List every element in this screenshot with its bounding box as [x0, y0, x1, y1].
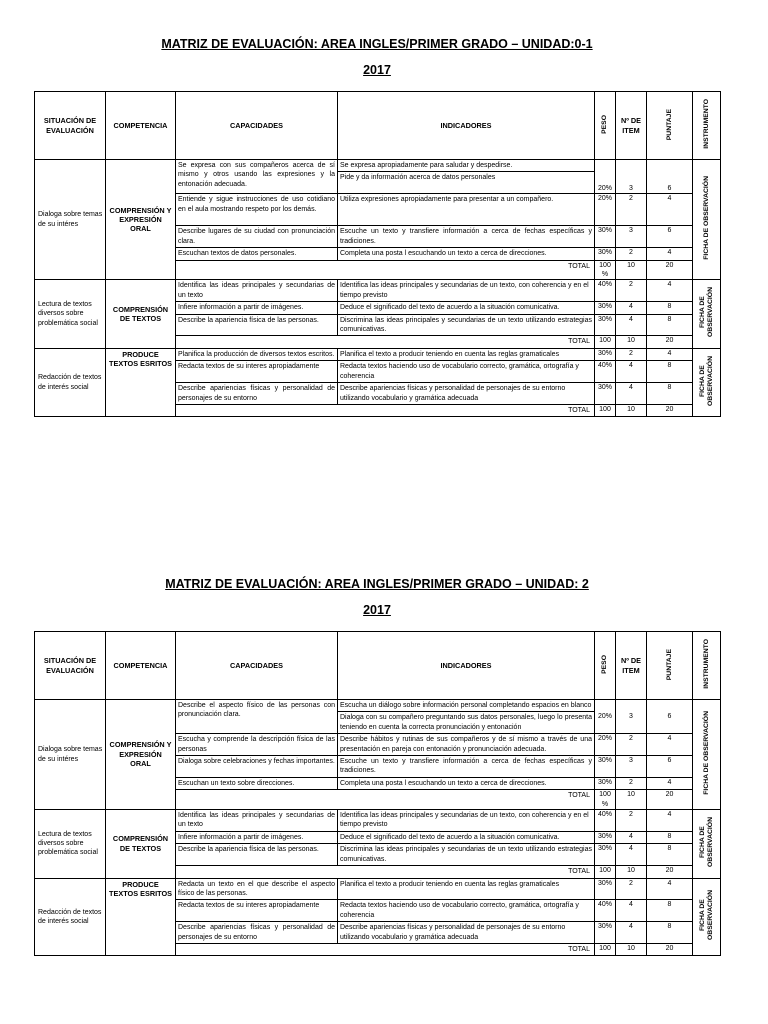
puntaje-cell: 8 [647, 361, 693, 383]
peso-cell: 40% [595, 361, 616, 383]
peso-cell: 30% [595, 226, 616, 248]
header-indicadores: INDICADORES [338, 92, 595, 160]
instrumento-cell: FICHA DE OBSERVACIÓN [693, 160, 721, 280]
header-instrumento: INSTRUMENTO [693, 632, 721, 700]
header-capacidades: CAPACIDADES [176, 92, 338, 160]
total-label: TOTAL [176, 260, 595, 280]
puntaje-cell: 4 [647, 734, 693, 756]
capacidad-cell: Describe la apariencia física de las personas. [176, 844, 338, 866]
puntaje-cell: 4 [647, 248, 693, 260]
competencia-cell: COMPRENSIÓN DE TEXTOS [106, 280, 176, 348]
peso-cell: 40% [595, 810, 616, 832]
item-cell: 2 [616, 878, 647, 900]
capacidad-cell: Describe apariencias físicas y personalidad de personajes de su entorno [176, 383, 338, 405]
matrix-year: 2017 [363, 63, 391, 77]
competencia-cell: COMPRENSIÓN Y EXPRESIÓN ORAL [106, 160, 176, 280]
indicador-cell: Dialoga con su compañero preguntando sus datos personales, luego lo presenta teniendo en cuenta la correcta pronunciación y entonación [338, 712, 595, 734]
indicador-cell: Identifica las ideas principales y secundarias de un texto, con coherencia y en el tiempo previsto [338, 810, 595, 832]
competencia-cell: PRODUCE TEXTOS ESRITOS [106, 348, 176, 416]
competencia-cell: COMPRENSIÓN Y EXPRESIÓN ORAL [106, 700, 176, 810]
total-item: 10 [616, 336, 647, 348]
situacion-cell: Dialoga sobre temas de su intéres [35, 160, 106, 280]
peso-cell: 30% [595, 248, 616, 260]
item-cell: 3 [616, 700, 647, 734]
item-cell: 4 [616, 361, 647, 383]
item-cell: 2 [616, 810, 647, 832]
puntaje-cell: 8 [647, 922, 693, 944]
item-cell: 3 [616, 160, 647, 194]
total-peso: 100 % [595, 790, 616, 810]
total-puntaje: 20 [647, 790, 693, 810]
matrix-title: MATRIZ DE EVALUACIÓN: AREA INGLES/PRIMER GRADO – UNIDAD:0-1 [161, 37, 593, 51]
total-puntaje: 20 [647, 404, 693, 416]
capacidad-cell: Identifica las ideas principales y secundarias de un texto [176, 810, 338, 832]
peso-cell: 40% [595, 280, 616, 302]
header-row [35, 92, 721, 160]
item-cell: 2 [616, 280, 647, 302]
header-indicadores: INDICADORES [338, 632, 595, 700]
table-row [35, 700, 721, 712]
capacidad-cell: Describe apariencias físicas y personalidad de personajes de su entorno [176, 922, 338, 944]
situacion-cell: Lectura de textos diversos sobre problemática social [35, 280, 106, 348]
capacidad-cell: Redacta un texto en el que describe el aspecto físico de las personas. [176, 878, 338, 900]
indicador-cell: Describe hábitos y rutinas de sus compañeros y de sí mismo a través de una presentación en pareja con entonación y pronunciación adecuada. [338, 734, 595, 756]
capacidad-cell: Infiere información a partir de imágenes. [176, 302, 338, 314]
item-cell: 3 [616, 756, 647, 778]
peso-cell: 20% [595, 194, 616, 226]
header-capacidades: CAPACIDADES [176, 632, 338, 700]
indicador-cell: Pide y da información acerca de datos personales [338, 172, 595, 194]
instrumento-cell: FICHA DE OBSERVACIÓN [693, 878, 721, 956]
indicador-cell: Utiliza expresiones apropiadamente para presentar a un compañero. [338, 194, 595, 226]
total-label: TOTAL [176, 404, 595, 416]
situacion-cell: Redacción de textos de interés social [35, 878, 106, 956]
indicador-cell: Identifica las ideas principales y secundarias de un texto, con coherencia y en el tiempo previsto [338, 280, 595, 302]
puntaje-cell: 6 [647, 756, 693, 778]
competencia-cell: COMPRENSIÓN DE TEXTOS [106, 810, 176, 878]
table-row [35, 160, 721, 172]
puntaje-cell: 6 [647, 226, 693, 248]
instrumento-cell: FICHA DE OBSERVACIÓN [693, 348, 721, 416]
total-peso: 100 [595, 404, 616, 416]
header-peso: PESO [595, 632, 616, 700]
total-label: TOTAL [176, 943, 595, 955]
puntaje-cell: 8 [647, 302, 693, 314]
puntaje-cell: 4 [647, 348, 693, 360]
indicador-cell: Se expresa apropiadamente para saludar y despedirse. [338, 160, 595, 172]
total-item: 10 [616, 404, 647, 416]
capacidad-cell: Describe el aspecto físico de las personas con pronunciación clara. [176, 700, 338, 734]
indicador-cell: Redacta textos haciendo uso de vocabulario correcto, gramática, ortografía y coherencia [338, 361, 595, 383]
matrix-year: 2017 [363, 603, 391, 617]
header-instrumento: INSTRUMENTO [693, 92, 721, 160]
header-peso: PESO [595, 92, 616, 160]
competencia-cell: PRODUCE TEXTOS ESRITOS [106, 878, 176, 956]
total-label: TOTAL [176, 336, 595, 348]
puntaje-cell: 4 [647, 280, 693, 302]
indicador-cell: Describe apariencias físicas y personalidad de personajes de su entorno utilizando vocabulario y gramática adecuada [338, 922, 595, 944]
total-label: TOTAL [176, 790, 595, 810]
table-row [35, 280, 721, 302]
header-puntaje: PUNTAJE [647, 92, 693, 160]
indicador-cell: Escuche un texto y transfiere información a cerca de fechas específicas y tradiciones. [338, 226, 595, 248]
indicador-cell: Planifica el texto a producir teniendo en cuenta las reglas gramaticales [338, 348, 595, 360]
header-puntaje: PUNTAJE [647, 632, 693, 700]
puntaje-cell: 4 [647, 777, 693, 789]
matrix-title: MATRIZ DE EVALUACIÓN: AREA INGLES/PRIMER GRADO – UNIDAD: 2 [165, 577, 589, 591]
puntaje-cell: 4 [647, 810, 693, 832]
situacion-cell: Redacción de textos de interés social [35, 348, 106, 416]
peso-cell: 40% [595, 900, 616, 922]
capacidad-cell: Escuchan un texto sobre direcciones. [176, 777, 338, 789]
peso-cell: 30% [595, 302, 616, 314]
peso-cell: 30% [595, 383, 616, 405]
item-cell: 3 [616, 226, 647, 248]
puntaje-cell: 8 [647, 844, 693, 866]
total-item: 10 [616, 866, 647, 878]
capacidad-cell: Infiere información a partir de imágenes. [176, 831, 338, 843]
item-cell: 2 [616, 777, 647, 789]
peso-cell: 30% [595, 348, 616, 360]
indicador-cell: Completa una posta l escuchando un texto a cerca de direcciones. [338, 777, 595, 789]
peso-cell: 20% [595, 700, 616, 734]
table-row [35, 348, 721, 360]
capacidad-cell: Dialoga sobre celebraciones y fechas importantes. [176, 756, 338, 778]
item-cell: 2 [616, 194, 647, 226]
header-item: Nº DE ITEM [616, 92, 647, 160]
total-peso: 100 [595, 943, 616, 955]
situacion-cell: Lectura de textos diversos sobre problemática social [35, 810, 106, 878]
puntaje-cell: 8 [647, 314, 693, 336]
puntaje-cell: 8 [647, 900, 693, 922]
total-puntaje: 20 [647, 943, 693, 955]
capacidad-cell: Identifica las ideas principales y secundarias de un texto [176, 280, 338, 302]
capacidad-cell: Redacta textos de su interes apropiadamente [176, 361, 338, 383]
capacidad-cell: Escucha y comprende la descripción física de las personas [176, 734, 338, 756]
total-peso: 100 [595, 336, 616, 348]
indicador-cell: Completa una posta l escuchando un texto a cerca de direcciones. [338, 248, 595, 260]
item-cell: 2 [616, 348, 647, 360]
indicador-cell: Planifica el texto a producir teniendo en cuenta las reglas gramaticales [338, 878, 595, 900]
puntaje-cell: 8 [647, 831, 693, 843]
header-situacion: SITUACIÓN DE EVALUACIÓN [35, 92, 106, 160]
capacidad-cell: Redacta textos de su interes apropiadamente [176, 900, 338, 922]
instrumento-cell: FICHA DE OBSERVACIÓN [693, 280, 721, 348]
item-cell: 4 [616, 922, 647, 944]
item-cell: 4 [616, 314, 647, 336]
peso-cell: 30% [595, 777, 616, 789]
evaluation-table [34, 91, 721, 417]
capacidad-cell: Escuchan textos de datos personales. [176, 248, 338, 260]
item-cell: 4 [616, 844, 647, 866]
peso-cell: 20% [595, 160, 616, 194]
total-item: 10 [616, 790, 647, 810]
indicador-cell: Describe apariencias físicas y personalidad de personajes de su entorno utilizando vocabulario y gramática adecuada [338, 383, 595, 405]
table-row [35, 878, 721, 900]
peso-cell: 30% [595, 831, 616, 843]
header-competencia: COMPETENCIA [106, 92, 176, 160]
indicador-cell: Discrimina las ideas principales y secundarias de un texto utilizando estrategias comunicativas. [338, 844, 595, 866]
peso-cell: 20% [595, 734, 616, 756]
indicador-cell: Redacta textos haciendo uso de vocabulario correcto, gramática, ortografía y coherencia [338, 900, 595, 922]
indicador-cell: Escuche un texto y transfiere información a cerca de fechas específicas y tradiciones. [338, 756, 595, 778]
total-puntaje: 20 [647, 866, 693, 878]
evaluation-matrix-1 [34, 36, 720, 417]
situacion-cell: Dialoga sobre temas de su intéres [35, 700, 106, 810]
indicador-cell: Deduce el significado del texto de acuerdo a la situación comunicativa. [338, 302, 595, 314]
capacidad-cell: Entiende y sigue instrucciones de uso cotidiano en el aula mostrando respeto por los demás. [176, 194, 338, 226]
capacidad-cell: Planifica la producción de diversos textos escritos. [176, 348, 338, 360]
capacidad-cell: Describe la apariencia física de las personas. [176, 314, 338, 336]
total-puntaje: 20 [647, 336, 693, 348]
evaluation-table [34, 631, 721, 956]
peso-cell: 30% [595, 878, 616, 900]
item-cell: 4 [616, 831, 647, 843]
total-item: 10 [616, 260, 647, 280]
total-peso: 100 % [595, 260, 616, 280]
header-competencia: COMPETENCIA [106, 632, 176, 700]
evaluation-matrix-2 [34, 576, 720, 956]
puntaje-cell: 6 [647, 700, 693, 734]
item-cell: 4 [616, 383, 647, 405]
peso-cell: 30% [595, 844, 616, 866]
total-item: 10 [616, 943, 647, 955]
header-row [35, 632, 721, 700]
item-cell: 2 [616, 248, 647, 260]
puntaje-cell: 8 [647, 383, 693, 405]
puntaje-cell: 4 [647, 194, 693, 226]
puntaje-cell: 6 [647, 160, 693, 194]
header-item: Nº DE ITEM [616, 632, 647, 700]
capacidad-cell: Describe lugares de su ciudad con pronunciación clara. [176, 226, 338, 248]
peso-cell: 30% [595, 314, 616, 336]
peso-cell: 30% [595, 922, 616, 944]
instrumento-cell: FICHA DE OBSERVACIÓN [693, 810, 721, 878]
total-label: TOTAL [176, 866, 595, 878]
peso-cell: 30% [595, 756, 616, 778]
header-situacion: SITUACIÓN DE EVALUACIÓN [35, 632, 106, 700]
indicador-cell: Discrimina las ideas principales y secundarias de un texto utilizando estrategias comunicativas. [338, 314, 595, 336]
total-peso: 100 [595, 866, 616, 878]
total-puntaje: 20 [647, 260, 693, 280]
indicador-cell: Escucha un diálogo sobre información personal completando espacios en blanco [338, 700, 595, 712]
capacidad-cell: Se expresa con sus compañeros acerca de sí mismo y otros usando las expresiones y la entonación adecuada. [176, 160, 338, 194]
table-row [35, 810, 721, 832]
item-cell: 2 [616, 734, 647, 756]
item-cell: 4 [616, 302, 647, 314]
item-cell: 4 [616, 900, 647, 922]
instrumento-cell: FICHA DE OBSERVACIÓN [693, 700, 721, 810]
indicador-cell: Deduce el significado del texto de acuerdo a la situación comunicativa. [338, 831, 595, 843]
puntaje-cell: 4 [647, 878, 693, 900]
